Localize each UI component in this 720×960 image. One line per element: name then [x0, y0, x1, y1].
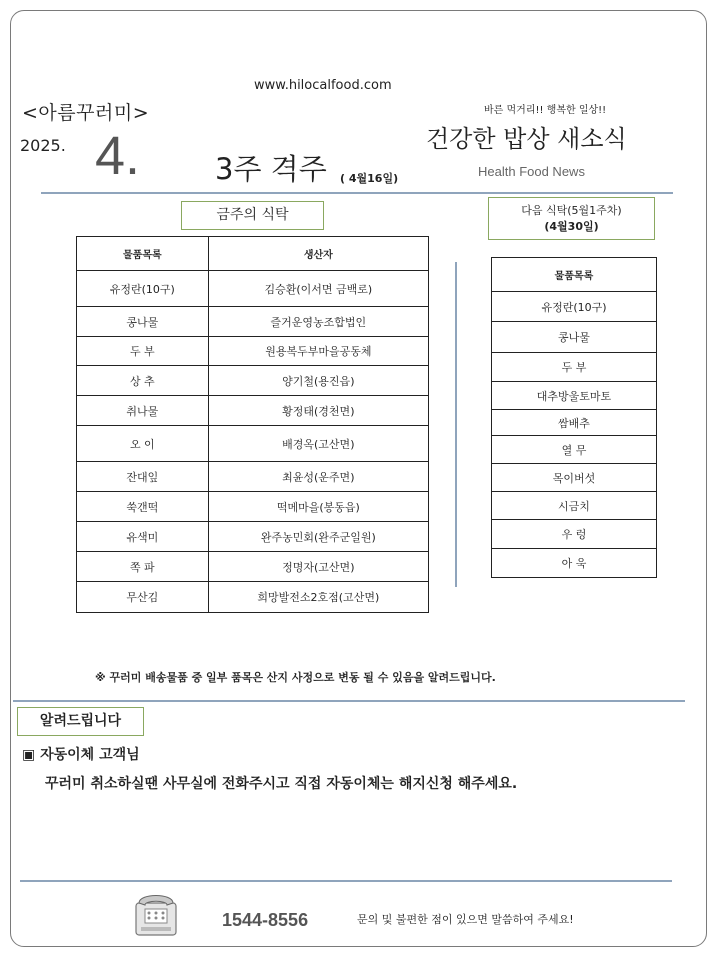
- item-cell: 잔대잎: [77, 462, 209, 492]
- website-url: www.hilocalfood.com: [254, 78, 392, 93]
- column-header-items: 물품목록: [77, 237, 209, 271]
- item-cell: 오 이: [77, 426, 209, 462]
- producer-cell: 황정태(경천면): [208, 396, 428, 426]
- item-cell: 유색미: [77, 522, 209, 552]
- inquiry-note: 문의 및 불편한 점이 있으면 말씀하여 주세요!: [357, 913, 574, 926]
- announcement-title: ▣ 자동이체 고객님: [22, 747, 140, 763]
- item-cell: 시금치: [492, 492, 657, 520]
- next-week-label: [488, 197, 655, 240]
- announcement-label: 알려드립니다: [17, 707, 144, 736]
- table-row: [77, 396, 429, 426]
- item-cell: 쑥갠떡: [77, 492, 209, 522]
- footer-divider: [20, 880, 672, 882]
- item-cell: 콩나물: [492, 322, 657, 353]
- item-cell: 유정란(10구): [77, 271, 209, 307]
- table-row: [77, 492, 429, 522]
- table-row: [492, 436, 657, 464]
- item-cell: 취나물: [77, 396, 209, 426]
- item-cell: 아 욱: [492, 549, 657, 578]
- table-row: [492, 292, 657, 322]
- section-divider: [13, 700, 685, 702]
- next-week-date: (4월30일): [544, 220, 599, 233]
- week-label: 3주 격주: [215, 152, 327, 186]
- table-row: [77, 522, 429, 552]
- table-row: [492, 382, 657, 410]
- next-week-table: [491, 257, 657, 578]
- column-header-items: 물품목록: [492, 258, 657, 292]
- table-row: [77, 307, 429, 337]
- issue-date: ( 4월16일): [340, 172, 399, 185]
- news-title: 건강한 밥상 새소식: [426, 125, 627, 153]
- item-cell: 상 추: [77, 366, 209, 396]
- producer-cell: 즐거운영농조합법인: [208, 307, 428, 337]
- table-row: [77, 426, 429, 462]
- item-cell: 콩나물: [77, 307, 209, 337]
- issue-month: 4.: [95, 126, 141, 186]
- phone-number: 1544-8556: [222, 910, 309, 930]
- telephone-icon: [133, 889, 180, 939]
- table-row: [492, 549, 657, 578]
- slogan: 바른 먹거리!! 행복한 일상!!: [484, 105, 607, 116]
- producer-cell: 김승환(이서면 금백로): [208, 271, 428, 307]
- item-cell: 대추방울토마토: [492, 382, 657, 410]
- producer-cell: 양기철(용진읍): [208, 366, 428, 396]
- brand-name: <아름꾸러미>: [22, 102, 150, 124]
- item-cell: 유정란(10구): [492, 292, 657, 322]
- table-row: [492, 520, 657, 549]
- item-cell: 우 렁: [492, 520, 657, 549]
- producer-cell: 완주농민회(완주군일원): [208, 522, 428, 552]
- item-cell: 쪽 파: [77, 552, 209, 582]
- table-row: [77, 462, 429, 492]
- table-row: [77, 271, 429, 307]
- table-row: [492, 353, 657, 382]
- item-cell: 목이버섯: [492, 464, 657, 492]
- column-header-producer: 생산자: [208, 237, 428, 271]
- substitution-notice: ※ 꾸러미 배송물품 중 일부 품목은 산지 사정으로 변동 될 수 있음을 알려드립니다.: [95, 671, 496, 684]
- column-divider: [455, 262, 457, 587]
- this-week-table: [76, 236, 429, 613]
- table-row: [77, 337, 429, 366]
- announcement-body: 꾸러미 취소하실땐 사무실에 전화주시고 직접 자동이체는 해지신청 해주세요.: [45, 776, 518, 792]
- next-week-title: 다음 식탁(5월1주차): [521, 204, 622, 217]
- producer-cell: 떡메마을(봉동읍): [208, 492, 428, 522]
- item-cell: 무산김: [77, 582, 209, 613]
- item-cell: 두 부: [492, 353, 657, 382]
- table-row: [77, 552, 429, 582]
- issue-year: 2025.: [20, 136, 66, 155]
- news-subtitle: Health Food News: [478, 164, 585, 179]
- producer-cell: 배경옥(고산면): [208, 426, 428, 462]
- producer-cell: 원용복두부마을공동체: [208, 337, 428, 366]
- producer-cell: 최윤성(운주면): [208, 462, 428, 492]
- producer-cell: 정명자(고산면): [208, 552, 428, 582]
- item-cell: 두 부: [77, 337, 209, 366]
- table-row: [77, 582, 429, 613]
- table-row: [492, 410, 657, 436]
- table-row: [77, 366, 429, 396]
- table-row: [492, 464, 657, 492]
- item-cell: 열 무: [492, 436, 657, 464]
- item-cell: 쌈배추: [492, 410, 657, 436]
- this-week-label: 금주의 식탁: [181, 201, 324, 230]
- table-row: [492, 492, 657, 520]
- table-row: [492, 322, 657, 353]
- header-divider: [41, 192, 673, 194]
- producer-cell: 희망발전소2호점(고산면): [208, 582, 428, 613]
